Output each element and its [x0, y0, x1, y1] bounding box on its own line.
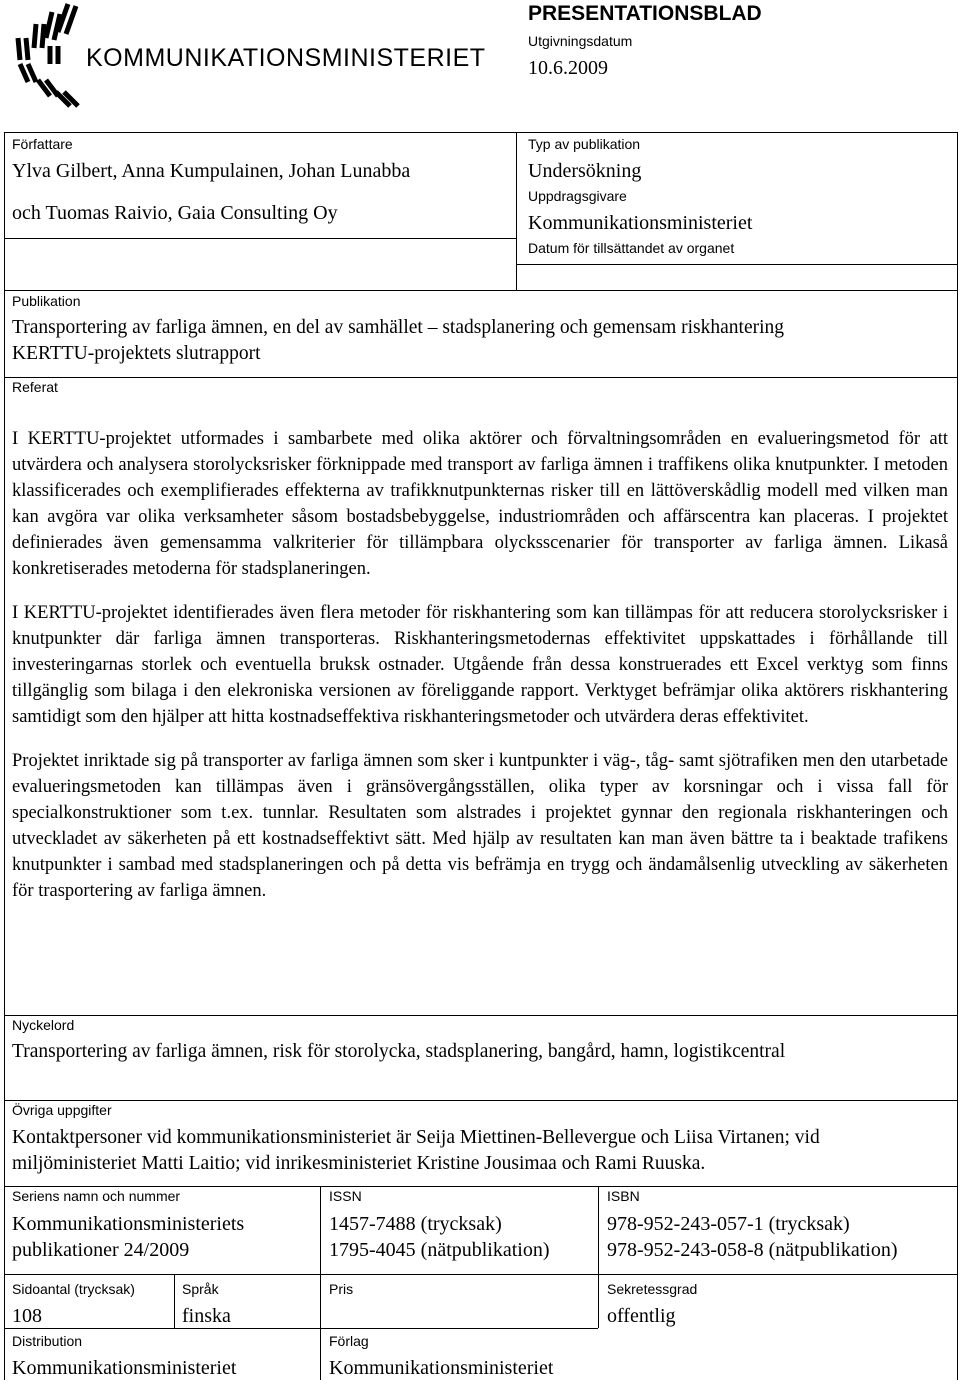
authors-line-2: och Tuomas Raivio, Gaia Consulting Oy [12, 202, 338, 224]
keywords-label: Nyckelord [12, 1017, 75, 1033]
commissioned-label: Uppdragsgivare [528, 188, 627, 204]
abstract-paragraph-1: I KERTTU-projektet utformades i sambarbete med olika aktörer och förvaltningsområden en evalueringsmetod för att utvärdera och analysera storolycksrisker förknippade med transport av farliga ämnen i traffikens olika knutpunkter. I metoden klassificerades och exemplifierades effekterna av trafikknutpunkternas risker till en lättöverskådlig modell med vilken man kan avgöra var olika verksamheter såsom bostadsbebyggelse, industriområden och affärscentra kan placeras. I projektet definierades även gemensamma valkriterier för tillämpbara olycksscenarier för transporter av farliga ämnen. Likaså konkretiserades metoderna för stadsplaneringen. [12, 429, 948, 579]
divider-distribution-top [4, 1328, 598, 1329]
publication-title-line-1: Transportering av farliga ämnen, en del av samhället – stadsplanering och gemensam riskhantering [12, 317, 785, 338]
divider-date-bottom [516, 264, 958, 265]
distribution-value: Kommunikationsministeriet [12, 1357, 237, 1379]
ministry-emblem-icon [10, 2, 80, 110]
pages-label: Sidoantal (trycksak) [12, 1281, 135, 1297]
divider-pages-language [174, 1274, 175, 1328]
commissioned-value: Kommunikationsministeriet [528, 212, 753, 234]
isbn-online: 978-952-243-058-8 (nätpublikation) [607, 1239, 898, 1261]
publisher-label: Förlag [329, 1333, 369, 1349]
divider-pages-top [4, 1274, 958, 1275]
divider-referat-top [4, 377, 958, 378]
authors-label: Författare [12, 136, 73, 152]
table-border-left-lower [4, 1274, 5, 1380]
issn-print: 1457-7488 (trycksak) [329, 1213, 502, 1235]
series-line-2: publikationer 24/2009 [12, 1239, 190, 1261]
divider-authors-bottom [4, 238, 516, 239]
issn-online: 1795-4045 (nätpublikation) [329, 1239, 550, 1261]
distribution-label: Distribution [12, 1333, 83, 1349]
divider-keywords-top [4, 1015, 958, 1016]
isbn-print: 978-952-243-057-1 (trycksak) [607, 1213, 850, 1235]
abstract-label: Referat [12, 379, 58, 395]
keywords-value: Transportering av farliga ämnen, risk för storolycka, stadsplanering, bangård, hamn, logistikcentral [12, 1041, 786, 1062]
language-label: Språk [182, 1281, 219, 1297]
issn-label: ISSN [329, 1188, 362, 1204]
divider-issn-isbn [598, 1186, 599, 1328]
confidentiality-label: Sekretessgrad [607, 1281, 698, 1297]
publication-type-value: Undersökning [528, 160, 642, 182]
ministry-logo [10, 2, 510, 110]
appointed-date-label: Datum för tillsättandet av organet [528, 240, 735, 256]
other-info-label: Övriga uppgifter [12, 1102, 112, 1118]
confidentiality-value: offentlig [607, 1305, 676, 1327]
divider-publication-top [4, 290, 958, 291]
other-info-line-2: miljöministeriet Matti Laitio; vid inrikesministeriet Kristine Jousimaa och Rami Ruuska. [12, 1153, 706, 1174]
abstract-body [12, 426, 948, 922]
publication-label: Publikation [12, 293, 81, 309]
divider-other-top [4, 1100, 958, 1101]
publication-type-label: Typ av publikation [528, 136, 641, 152]
publisher-value: Kommunikationsministeriet [329, 1357, 554, 1379]
publication-date-label: Utgivningsdatum [528, 33, 633, 49]
pages-value: 108 [12, 1305, 42, 1327]
abstract-paragraph-2: I KERTTU-projektet identifierades även flera metoder för riskhantering som kan tillämpas för att reducera storolycksrisker i knutpunkter där farliga ämnen transporteras. Riskhanteringsmetodernas effektivitet uppskattades i förhållande till investeringarnas storlek och eventuella bruksk ostnader. Utgående från dessa konstruerades ett Excel verktyg som finns tillgänglig som bilaga i den elekroniska versionen av föreliggande rapport. Verktyget befrämjar olika aktörers riskhantering samtidigt som den hjälper att hitta kostnadseffektiva riskhanteringsmetoder och utvärdera deras effektivitet. [12, 603, 948, 727]
logo-text: KOMMUNIKATIONSMINISTERIET [86, 44, 486, 72]
authors-line-1: Ylva Gilbert, Anna Kumpulainen, Johan Lunabba [12, 160, 411, 182]
document-type: PRESENTATIONSBLAD [528, 2, 762, 25]
language-value: finska [182, 1305, 231, 1327]
divider-authors-type [516, 132, 517, 290]
table-border-right [957, 132, 958, 1380]
isbn-label: ISBN [607, 1188, 640, 1204]
series-label: Seriens namn och nummer [12, 1188, 181, 1204]
abstract-paragraph-3: Projektet inriktade sig på transporter av farliga ämnen som sker i kuntpunkter i väg-, tåg- samt sjötrafiken men den utarbetade evalueringsmetoden kan tillämpas även i gränsövergångsställen, olika typer av korsningar och i vissa fall för specialkonstruktioner som t.ex. tunnlar. Resultaten som alstrades i projektet gynnar den regionala riskhanteringen och utveckladet av säkerheten på ett kostnadseffektivt sätt. Med hjälp av resultaten kan man även bättre ta i beaktade trafikens knutpunkter i sambad med stadsplaneringen och på detta vis befrämja en trygg och ändamålsenlig utveckling av säkerheten för trasportering av farliga ämnen. [12, 751, 948, 901]
divider-series-top [4, 1186, 958, 1187]
divider-series-issn [320, 1186, 321, 1380]
table-border-left [4, 132, 5, 1274]
publication-title-line-2: KERTTU-projektets slutrapport [12, 343, 261, 364]
table-border-top [4, 132, 958, 133]
price-label: Pris [329, 1281, 354, 1297]
publication-date-value: 10.6.2009 [528, 57, 608, 79]
other-info-line-1: Kontaktpersoner vid kommunikationsministeriet är Seija Miettinen-Bellevergue och Liisa Virtanen; vid [12, 1127, 820, 1148]
series-line-1: Kommunikationsministeriets [12, 1213, 245, 1235]
